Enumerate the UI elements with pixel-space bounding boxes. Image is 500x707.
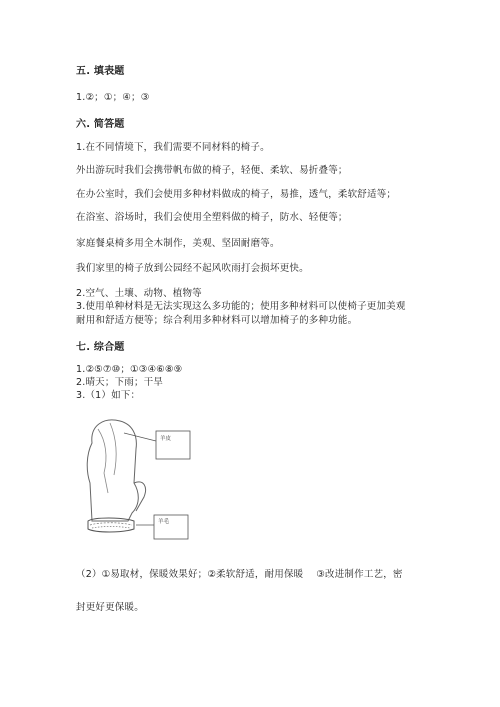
section6-line3: 在办公室时，我们会使用多种材料做成的椅子，易推，透气，柔软舒适等； (76, 189, 397, 200)
section6-line2: 外出游玩时我们会携带帆布做的椅子，轻便、柔软、易折叠等； (76, 165, 348, 176)
section7-q3: 3.（1）如下： (76, 390, 141, 401)
mitten-diagram (78, 413, 218, 543)
section6-q2: 2.空气、土壤、动物、植物等 (76, 288, 202, 299)
section7-q2: 2.晴天；下雨；干旱 (76, 377, 164, 388)
section6-line5: 家庭餐桌椅多用全木制作，美观、坚固耐磨等。 (76, 238, 280, 249)
section7-q1: 1.②⑤⑦⑩；①③④⑥⑧⑨ (76, 364, 183, 375)
section6-q3-line2: 耐用和舒适方便等；综合利用多种材料可以增加椅子的多种功能。 (76, 315, 358, 326)
section5-answer: 1.②；①；④；③ (76, 92, 150, 103)
label-top: 羊皮 (160, 436, 172, 442)
section7-heading: 七. 综合题 (76, 342, 125, 353)
section6-heading: 六. 简答题 (76, 119, 125, 130)
section6-line6: 我们家里的椅子放到公园经不起风吹雨打会损坏更快。 (76, 263, 309, 274)
label-bottom: 羊毛 (158, 519, 170, 525)
section7-q3-part2-line1: （2）①易取材，保暖效果好；②柔软舒适，耐用保暖 ③改进制作工艺，密 (76, 569, 403, 580)
section6-line4: 在浴室、浴场时，我们会使用全塑料做的椅子，防水、轻便等； (76, 212, 348, 223)
section6-q3-line1: 3.使用单种材料是无法实现这么多功能的；使用多种材料可以使椅子更加美观 (76, 301, 406, 312)
section7-q3-part2-line2: 封更好更保暖。 (76, 602, 144, 613)
section6-q1: 1.在不同情境下，我们需要不同材料的椅子。 (76, 142, 270, 153)
mitten-drawing (78, 413, 218, 543)
section5-heading: 五. 填表题 (76, 66, 125, 77)
